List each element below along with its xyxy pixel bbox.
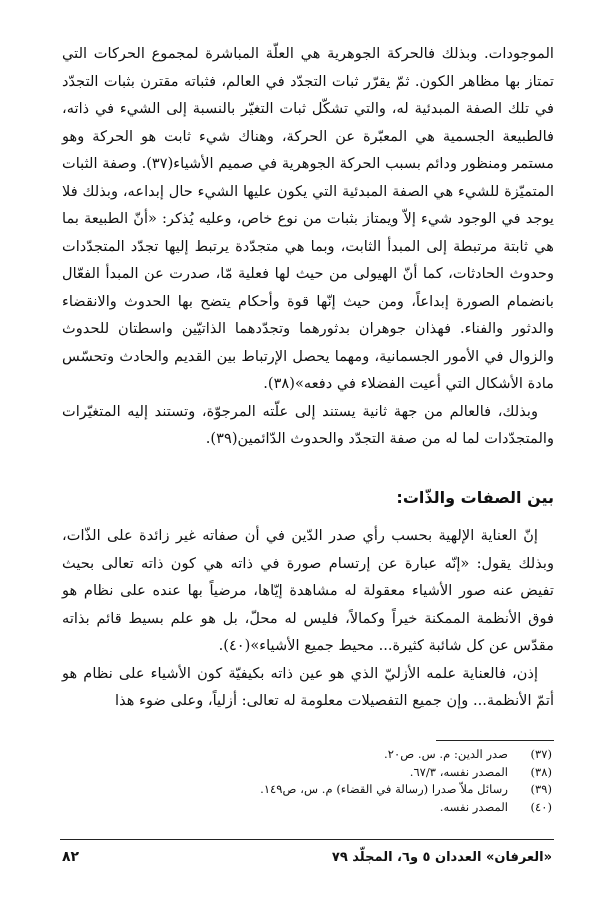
footnote-40 bbox=[62, 799, 552, 817]
journal-citation: «العرفان» العددان ٥ و٦، المجلّد ٧٩ bbox=[331, 849, 552, 865]
footnote-39 bbox=[62, 781, 552, 799]
footnote-separator bbox=[436, 740, 554, 741]
footnote-number: (٣٨) bbox=[530, 764, 552, 779]
footnote-text: المصدر نفسه، ٦٧/٣. bbox=[409, 764, 508, 779]
paragraph-1: الموجودات. وبذلك فالحركة الجوهرية هي العلّة المباشرة لمجموع الحركات التي تمتاز بها مظاهر الكون. ثمّ يقرّر ثبات التجدّد في العالم، فثباته مقترن بثبات التجدّد في تلك الصفة المبدئية له، والتي تشكّل ثبات التغيّر بالنسبة إلى الشيء في ذاته، فالطبيعة الجسمية هي المعبّرة عن الحركة، وهناك شيء ثابت هو الحركة وهو مستمر ومنظور ودائم بسبب الحركة الجوهرية في صميم الأشياء(٣٧). وصفة الثبات المتميّزة للشيء هي الصفة المبدئية التي يكون عليها الشيء حال إبداعه، وبذلك فلا يوجد في الوجود شيء إلاّ ويمتاز بثبات من نوع خاص، وعليه يُذكر: «أنّ الطبيعة بما هي ثابتة مرتبطة إلى المبدأ الثابت، وبما هي متجدّدة يرتبط إليها تجدّد المتجدّدات وحدوث الحادثات، كما أنّ الهيولى من حيث لها فعلية مّا، صدرت عن المبدأ الفعّال بانضمام الصورة إبداعاً، ومن حيث إنّها قوة وأحكام يتضح بها الحدوث والانقضاء والدثور والفناء. فهذان جوهران بدثورهما وتجدّدهما الذاتيّين واسطتان للحدوث والزوال في الأمور الجسمانية، ومهما يحصل الإرتباط بين القديم والحادث وتحسّس مادة الأشكال التي أعيت الفضلاء في دفعه»(٣٨). bbox=[62, 45, 554, 392]
page-footer bbox=[62, 845, 552, 869]
footnote-38 bbox=[62, 764, 552, 782]
footnote-37 bbox=[62, 746, 552, 764]
footer-rule bbox=[60, 839, 554, 840]
footnote-number: (٣٩) bbox=[530, 782, 552, 797]
footnote-number: (٤٠) bbox=[530, 799, 552, 814]
paragraph-2: وبذلك، فالعالم من جهة ثانية يستند إلى علّته المرجوّة، وتستند إليه المتغيّرات والمتجدّدات لما له من صفة التجدّد والحدوث الدّائمين(٣٩). bbox=[62, 402, 554, 447]
footnote-text: المصدر نفسه. bbox=[439, 799, 508, 814]
section-paragraph-2: إذن، فالعناية علمه الأزليّ الذي هو عين ذاته بكيفيّة كون الأشياء على نظام هو أتمّ الأنظمة... وإن جميع التفصيلات معلومة له تعالى: أزلياً، وعلى ضوء هذا bbox=[62, 664, 554, 709]
page-number: ٨٢ bbox=[62, 849, 80, 865]
section-body bbox=[62, 522, 554, 715]
section-paragraph-1: إنّ العناية الإلهية بحسب رأي صدر الدّين في أن صفاته غير زائدة على الذّات، وبذلك يقول: «إنّه عبارة عن إرتسام صورة في ذاته هي كون ذاته تعالى بحيث تفيض عنه صور الأشياء معقولة له مشاهدة إيّاها، مرضياً بها عنده على نظام هو فوق الأنظمة الممكنة خيراً وكمالاً، فليس له محلّ، بل هو علم بسيط قائم بذاته مقدّس عن كل شائبة كثيرة... محيط جميع الأشياء»(٤٠). bbox=[62, 527, 554, 654]
footnote-number: (٣٧) bbox=[530, 747, 552, 761]
section-heading: بين الصفات والذّات: bbox=[396, 488, 554, 507]
footnotes bbox=[62, 746, 552, 816]
footnote-text: رسائل ملاّ صدرا (رسالة في القضاء) م. س، ص١٤٩. bbox=[260, 782, 508, 797]
main-body bbox=[62, 40, 554, 453]
footnote-text: صدر الدين: م. س. ص٢٠. bbox=[384, 747, 508, 761]
